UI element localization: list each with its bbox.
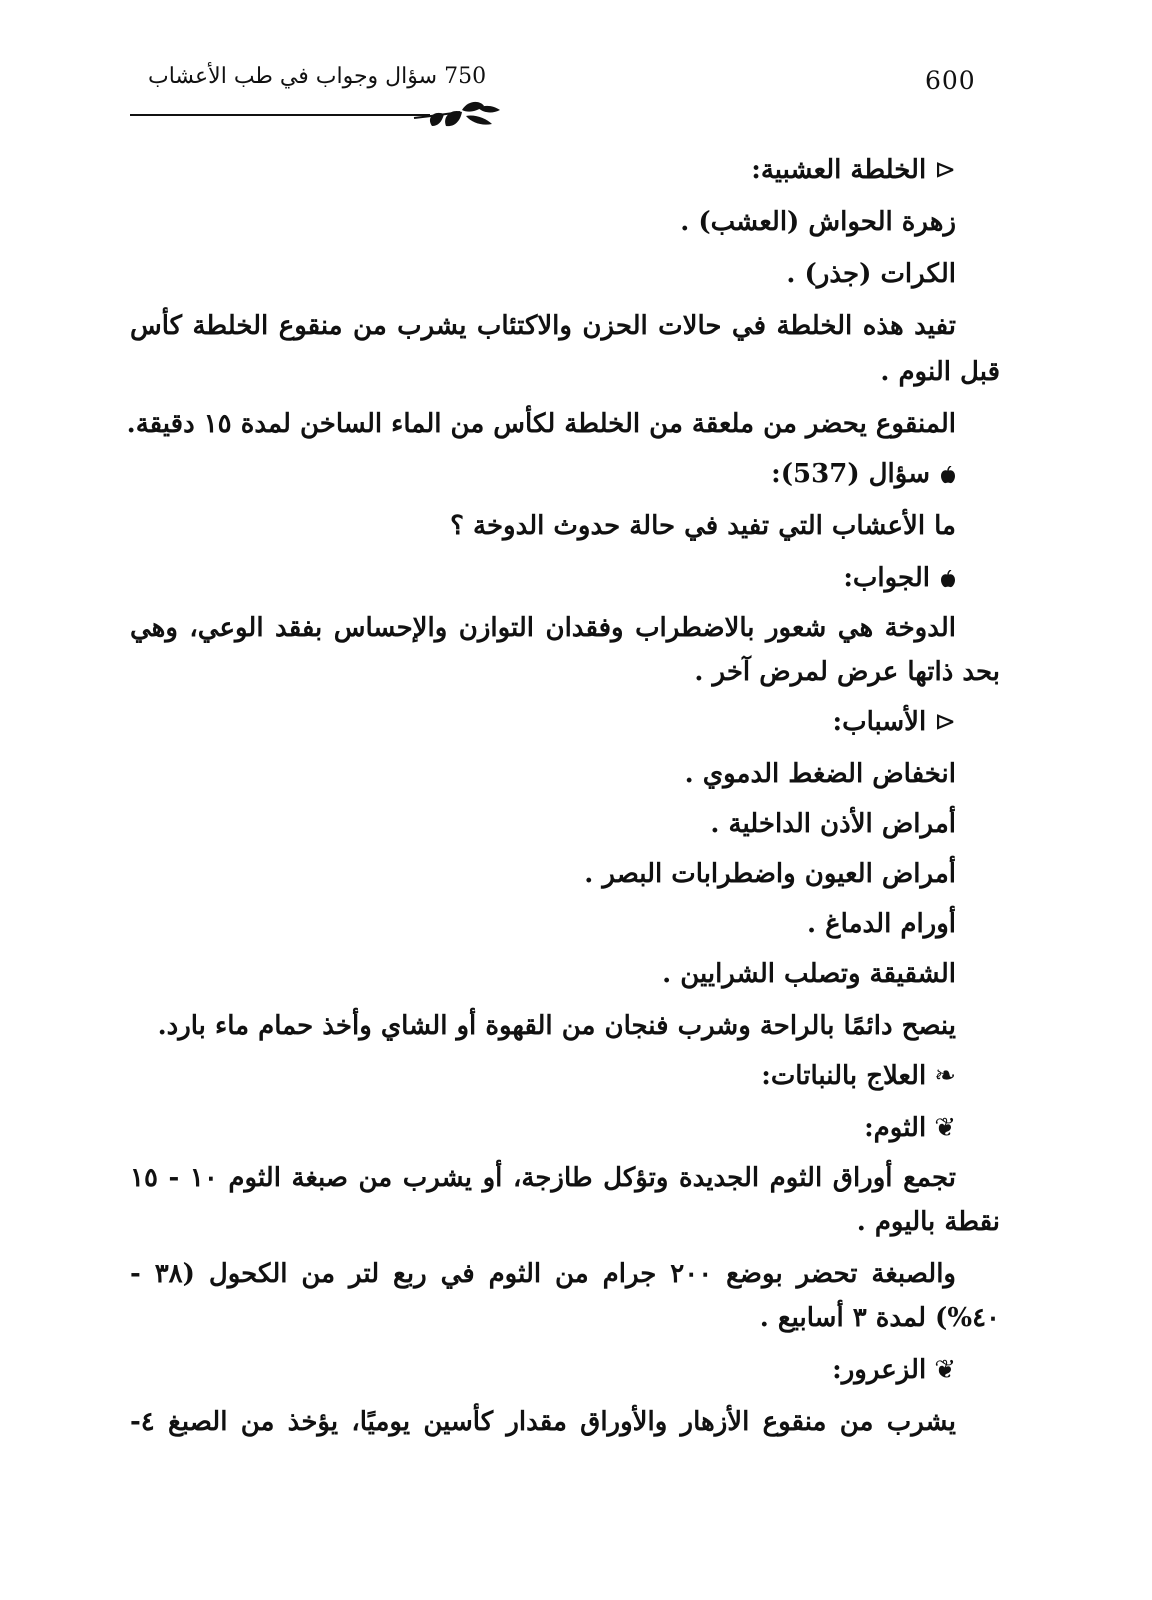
list-item: أمراض العيون واضطرابات البصر .	[584, 859, 956, 889]
list-item: الشقيقة وتصلب الشرايين .	[662, 959, 956, 989]
paragraph-line: قبل النوم .	[880, 357, 1000, 387]
paragraph-line: ٤٠%) لمدة ٣ أسابيع .	[759, 1303, 1000, 1333]
paragraph-line: ينصح دائمًا بالراحة وشرب فنجان من القهوة أو الشاي وأخذ حمام ماء بارد.	[157, 1011, 956, 1041]
list-item: أمراض الأذن الداخلية .	[710, 809, 956, 839]
paragraph-line: نقطة باليوم .	[856, 1207, 1000, 1237]
left-angle-arrow-icon: ⊲	[934, 707, 956, 737]
apple-icon	[940, 466, 956, 484]
section-heading-herbal-treatment: ❧العلاج بالنباتات:	[761, 1058, 956, 1094]
apple-icon	[940, 570, 956, 588]
paragraph-line: يشرب من منقوع الأزهار والأوراق مقدار كأسين يوميًا، يؤخذ من الصبغ ٤-	[130, 1407, 956, 1437]
list-item: زهرة الحواش (العشب) .	[680, 207, 956, 237]
herb-heading-hawthorn: ❦الزعرور:	[832, 1352, 956, 1388]
fleuron-icon: ❦	[934, 1355, 956, 1385]
floral-ornament-icon	[412, 96, 502, 132]
section-heading-herbal-mix: ⊲الخلطة العشبية:	[751, 152, 956, 188]
page-number: 600	[925, 66, 976, 95]
header-rule	[130, 114, 430, 116]
list-item: أورام الدماغ .	[807, 909, 956, 939]
fleuron-icon: ❦	[934, 1113, 956, 1143]
herb-heading-garlic: ❦الثوم:	[864, 1110, 956, 1146]
list-item: انخفاض الضغط الدموي .	[684, 759, 956, 789]
paragraph-line: الدوخة هي شعور بالاضطراب وفقدان التوازن والإحساس بفقد الوعي، وهي	[130, 613, 957, 643]
list-item: الكرات (جذر) .	[786, 259, 956, 289]
question-heading: سؤال (537):	[771, 456, 956, 492]
section-heading-causes: ⊲الأسباب:	[833, 704, 956, 740]
left-angle-arrow-icon: ⊲	[934, 155, 956, 185]
paragraph-line: تفيد هذه الخلطة في حالات الحزن والاكتئاب يشرب من منقوع الخلطة كأس	[130, 311, 956, 341]
paragraph-line: المنقوع يحضر من ملعقة من الخلطة لكأس من الماء الساخن لمدة ١٥ دقيقة.	[126, 409, 956, 439]
paragraph-line: بحد ذاتها عرض لمرض آخر .	[694, 657, 1000, 687]
question-text: ما الأعشاب التي تفيد في حالة حدوث الدوخة ؟	[450, 511, 956, 541]
page-header	[130, 62, 976, 132]
leaf-hand-icon: ❧	[934, 1061, 956, 1091]
paragraph-line: والصبغة تحضر بوضع ٢٠٠ جرام من الثوم في ربع لتر من الكحول (٣٨ -	[130, 1259, 956, 1289]
answer-heading: الجواب:	[843, 560, 956, 596]
running-title: 750 سؤال وجواب في طب الأعشاب	[148, 64, 487, 89]
paragraph-line: تجمع أوراق الثوم الجديدة وتؤكل طازجة، أو يشرب من صبغة الثوم ١٠ - ١٥	[130, 1163, 956, 1193]
